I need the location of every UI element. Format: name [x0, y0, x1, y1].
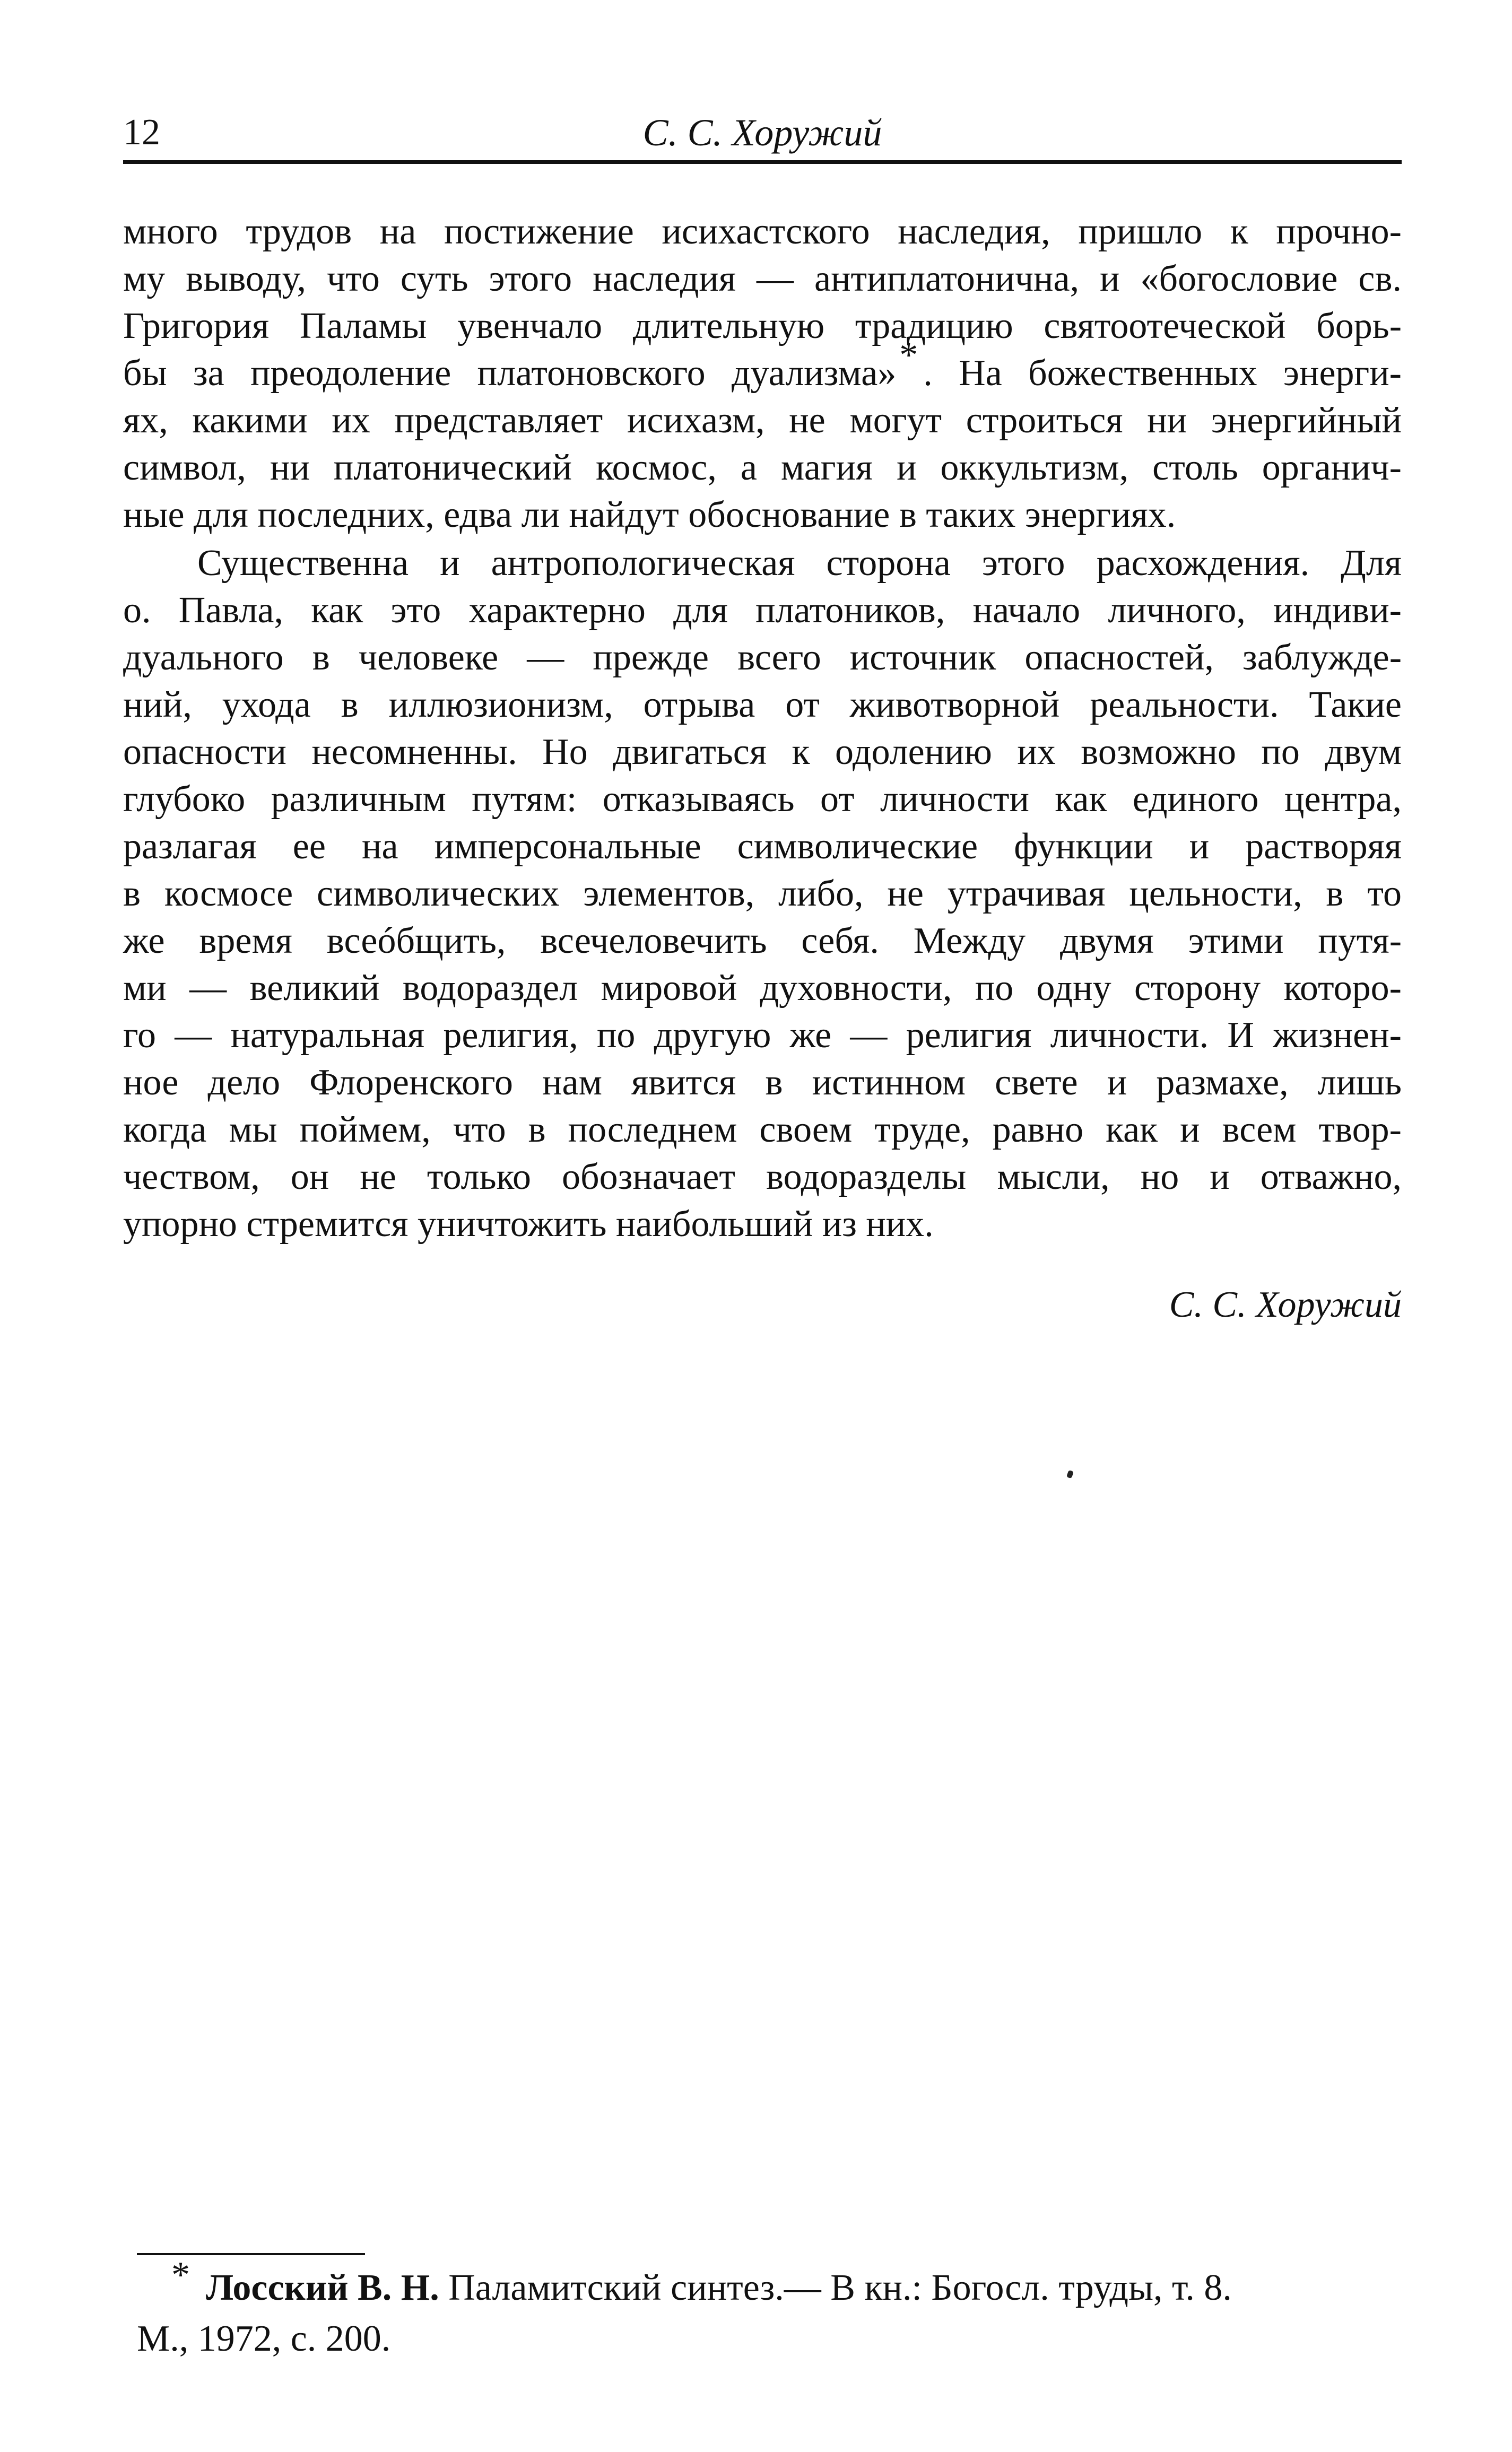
text-line: упорно стремится уничтожить наибольший из них.: [123, 1204, 934, 1245]
text-line: в космосе символических элементов, либо, не утрачивая цельности, в то: [123, 873, 1402, 914]
footnote-author: Лосский В. Н.: [206, 2267, 439, 2308]
text-line: символ, ни платонический космос, а магия и оккультизм, столь органич-: [123, 447, 1402, 488]
page-number: 12: [123, 112, 160, 153]
footnote-line: М., 1972, с. 200.: [137, 2318, 391, 2359]
footnote-line: [137, 2255, 1415, 2314]
text-line: же время всеóбщить, всечеловечить себя. Между двумя этими путя-: [123, 920, 1402, 961]
text-line: много трудов на постижение исихастского наследия, пришло к прочно-: [123, 211, 1402, 252]
footnote-reference: *: [899, 335, 918, 376]
footnote-citation: Паламитский синтез.— В кн.: Богосл. труды, т. 8.: [439, 2267, 1232, 2308]
text-line: опасности несомненны. Но двигаться к одолению их возможно по двум: [123, 732, 1402, 772]
page-header: [123, 101, 1402, 159]
text-line: го — натуральная религия, по другую же — религия личности. И жизнен-: [123, 1015, 1402, 1056]
text-line: дуального в человеке — прежде всего источник опасностей, заблужде-: [123, 637, 1402, 678]
text-line: чеством, он не только обозначает водоразделы мысли, но и отважно,: [123, 1157, 1402, 1197]
text-line: глубоко различным путям: отказываясь от личности как единого центра,: [123, 779, 1402, 820]
text-line: Существенна и антропологическая сторона этого расхождения. Для: [197, 543, 1402, 584]
text-line: разлагая ее на имперсональные символические функции и растворяя: [123, 826, 1402, 867]
text-segment: . На божественных энерги-: [923, 353, 1402, 394]
author-signature: С. С. Хоружий: [1169, 1284, 1402, 1325]
body-text: [123, 208, 1402, 1248]
text-line: ях, какими их представляет исихазм, не могут строиться ни энергийный: [123, 400, 1402, 441]
text-line: ний, ухода в иллюзионизм, отрыва от животворной реальности. Такие: [123, 684, 1402, 725]
text-line: му выводу, что суть этого наследия — антиплатонична, и «богословие св.: [123, 258, 1402, 299]
text-line: ное дело Флоренского нам явится в истинном свете и размахе, лишь: [123, 1062, 1402, 1103]
text-line: Григория Паламы увенчало длительную традицию святоотеческой борь-: [123, 306, 1402, 346]
text-line: ми — великий водораздел мировой духовности, по одну сторону которо-: [123, 968, 1402, 1008]
running-head: С. С. Хоружий: [642, 111, 882, 154]
print-speck: [1066, 1470, 1074, 1479]
text-line: ные для последних, едва ли найдут обоснование в таких энергиях.: [123, 494, 1176, 535]
text-line: когда мы поймем, что в последнем своем труде, равно как и всем твор-: [123, 1109, 1402, 1150]
footnote: [137, 2255, 1415, 2364]
paragraph-1: [123, 208, 1402, 538]
paragraph-2: [123, 540, 1402, 1248]
header-rule: [123, 160, 1402, 164]
text-line-with-note: [123, 335, 1402, 397]
text-line: о. Павла, как это характерно для платоников, начало личного, индиви-: [123, 590, 1402, 631]
text-segment: бы за преодоление платоновского дуализма»: [123, 353, 897, 394]
footnote-mark: *: [171, 2255, 190, 2296]
